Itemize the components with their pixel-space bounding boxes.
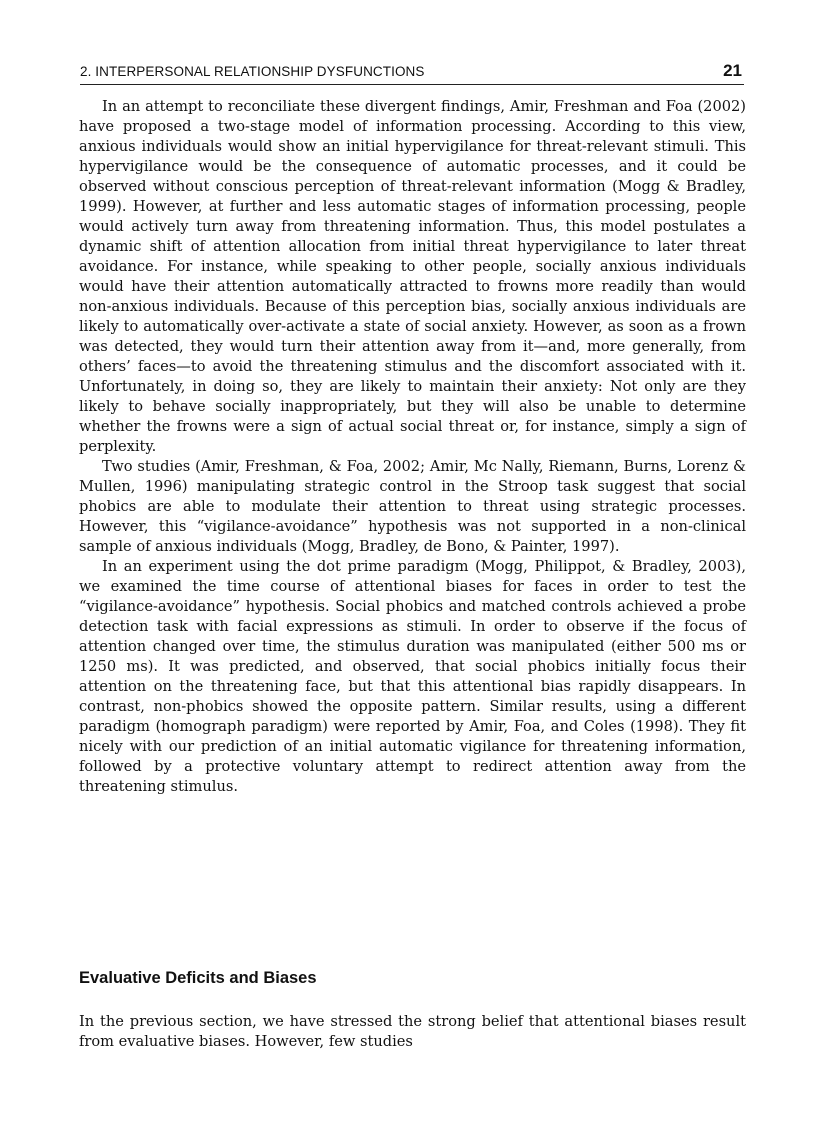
body-text bbox=[79, 97, 746, 797]
paragraph-stroop-studies: Two studies (Amir, Freshman, & Foa, 2002; Amir, Mc Nally, Riemann, Burns, Lorenz & Mullen, 1996) manipulating strategic control in the Stroop task suggest that social phobics are able to modulate their attention to threat using strategic processes. However, this “vigilance-avoidance” hypothesis was not supported in a non-clinical sample of anxious individuals (Mogg, Bradley, de Bono, & Painter, 1997). bbox=[79, 458, 746, 555]
page-header bbox=[80, 60, 744, 85]
page-number: 21 bbox=[723, 61, 742, 80]
section-heading: Evaluative Deficits and Biases bbox=[79, 969, 317, 987]
paragraph-dot-prime-experiment: In an experiment using the dot prime paradigm (Mogg, Philippot, & Bradley, 2003), we examined the time course of attentional biases for faces in order to test the “vigilance-avoidance” hypothesis. Social phobics and matched controls achieved a probe detection task with facial expressions as stimuli. In order to observe if the focus of attention changed over time, the stimulus duration was manipulated (either 500 ms or 1250 ms). It was predicted, and observed, that social phobics initially focus their attention on the threatening face, but that this attentional bias rapidly disappears. In contrast, non-phobics showed the opposite pattern. Similar results, using a different paradigm (homograph paradigm) were reported by Amir, Foa, and Coles (1998). They fit nicely with our prediction of an initial automatic vigilance for threatening information, followed by a protective voluntary attempt to redirect attention away from the threatening stimulus. bbox=[79, 558, 746, 795]
running-head: 2. INTERPERSONAL RELATIONSHIP DYSFUNCTIONS bbox=[80, 64, 425, 79]
section-body bbox=[79, 1012, 746, 1052]
paragraph-two-stage-model: In an attempt to reconciliate these divergent findings, Amir, Freshman and Foa (2002) have proposed a two-stage model of information processing. According to this view, anxious individuals would show an initial hypervigilance for threat-relevant stimuli. This hypervigilance would be the consequence of automatic processes, and it could be observed without conscious perception of threat-relevant information (Mogg & Bradley, 1999). However, at further and less automatic stages of information processing, people would actively turn away from threatening information. Thus, this model postulates a dynamic shift of attention allocation from initial threat hypervigilance to later threat avoidance. For instance, while speaking to other people, socially anxious individuals would have their attention automatically attracted to frowns more readily than would non-anxious individuals. Because of this perception bias, socially anxious individuals are likely to automatically over-activate a state of social anxiety. However, as soon as a frown was detected, they would turn their attention away from it—and, more generally, from others’ faces—to avoid the threatening stimulus and the discomfort associated with it. Unfortunately, in doing so, they are likely to maintain their anxiety: Not only are they likely to behave socially inappropriately, but they will also be unable to determine whether the frowns were a sign of actual social threat or, for instance, simply a sign of perplexity. bbox=[79, 98, 746, 455]
paragraph-evaluative-intro: In the previous section, we have stressed the strong belief that attentional biases result from evaluative biases. However, few studies bbox=[79, 1013, 746, 1050]
